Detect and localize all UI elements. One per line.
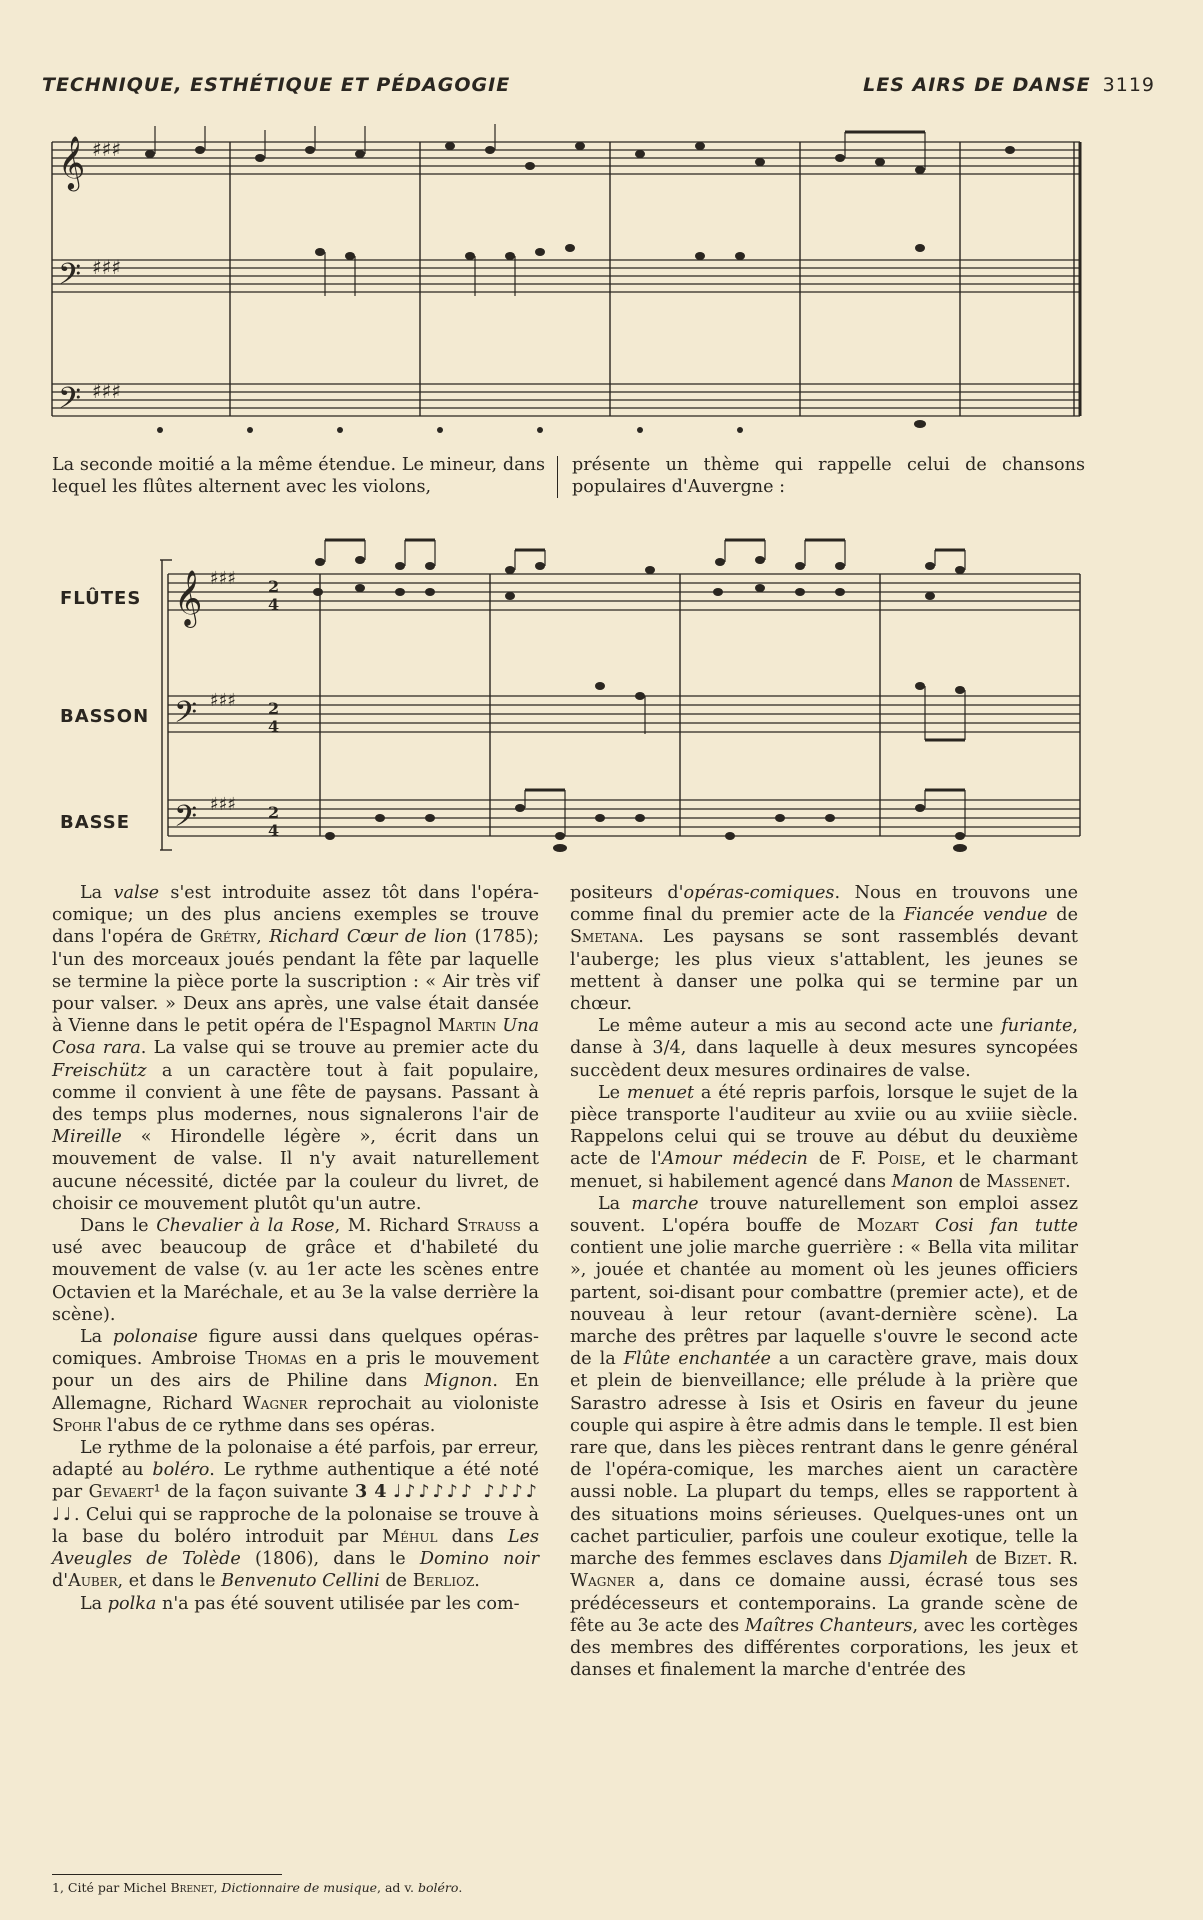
bass-clef-icon: 𝄢 (174, 800, 198, 841)
score-2-flutes-staff (168, 574, 1080, 610)
left-para-5: La polka n'a pas été souvent utilisée par les com- (80, 1593, 520, 1614)
right-para-2: Le même auteur a mis au second acte une furiante, danse à 3/4, dans laquelle à deux mesures syncopées succèdent deux mesures ordinaires de valse. (570, 1016, 1078, 1081)
svg-text:4: 4 (268, 717, 280, 736)
score-1-barlines (52, 142, 1080, 416)
header-left-title: TECHNIQUE, ESTHÉTIQUE ET PÉDAGOGIE (42, 74, 511, 96)
intro-divider (557, 456, 558, 498)
rhythm-notation-icon: ♩♪♪♪♪♪ ♪♪♪♪ ♩♩ (52, 1482, 539, 1525)
intro-left-text: La seconde moitié a la même étendue. Le mineur, dans lequel les flûtes alternent avec les violons, (52, 455, 545, 498)
header-right-title: LES AIRS DE DANSE (863, 74, 1091, 96)
label-flutes: FLÛTES (60, 588, 142, 609)
svg-text:♯♯♯: ♯♯♯ (210, 568, 237, 589)
score-2-clefs (174, 568, 279, 841)
svg-text:♯♯♯: ♯♯♯ (210, 794, 237, 815)
score-1-treble-staff (52, 142, 1080, 174)
right-para-4: La marche trouve naturellement son emploi assez souvent. L'opéra bouffe de Mozart Cosi fan tutte contient une jolie marche guerrière : « Bella vita militar », jouée et chantée au moment où les jeunes officiers partent, soi-disant pour combattre (premier acte), et de nouveau à leur retour (avant-dernière scène). La marche des prêtres par laquelle s'ouvre le second acte de la Flûte enchantée a un caractère grave, mais doux et plein de bienveillance; elle prélude à la prière que Sarastro adresse à Isis et Osiris en faveur du jeune couple qui aspire à être admis dans le temple. Il est bien rare que, dans les pièces rentrant dans le genre général de l'opéra-comique, les marches aient un caractère aussi noble. La plupart du temps, elles se rapportent à des situations moins sérieuses. Quelques-unes ont un cachet particulier, parfois une couleur exotique, telle la marche des femmes esclaves dans Djamileh de Bizet. R. Wagner a, dans ce domaine aussi, écrasé tous ses prédécesseurs et contemporains. La grande scène de fête au 3e acte des Maîtres Chanteurs, avec les cortèges des membres des différentes corporations, les jeux et danses et finalement la marche d'entrée des (570, 1193, 1078, 1681)
score-1-bass-staff (52, 260, 1080, 292)
intro-paragraph-left (52, 454, 545, 498)
right-column (570, 882, 1078, 1681)
footnote: 1, Cité par Michel Brenet, Dictionnaire de musique, ad v. boléro. (52, 1880, 463, 1895)
intro-paragraph-right (572, 454, 1085, 498)
svg-text:2: 2 (268, 577, 280, 596)
bass-clef-icon: 𝄢 (58, 382, 82, 423)
score-2-basse-staff (168, 800, 1080, 836)
score-2-basson-staff (168, 696, 1080, 732)
bass-clef-icon: 𝄢 (174, 696, 198, 737)
right-para-3: Le menuet a été repris parfois, lorsque le sujet de la pièce transporte l'auditeur au xviie ou au xviiie siècle. Rappelons celui qui se trouve au début du deuxième acte de l'Amour médecin de F. Poise, et le charmant menuet, si habilement agencé dans Manon de Massenet. (570, 1082, 1078, 1192)
svg-text:2: 2 (268, 699, 280, 718)
svg-text:♯♯♯: ♯♯♯ (92, 379, 122, 403)
left-column (52, 882, 539, 1615)
score-1-notes (145, 142, 1015, 433)
svg-text:♯♯♯: ♯♯♯ (210, 690, 237, 711)
svg-text:4: 4 (268, 595, 280, 614)
svg-text:2: 2 (268, 803, 280, 822)
score-1-clefs (58, 135, 121, 423)
footnote-rule (52, 1874, 282, 1875)
bass-clef-icon: 𝄢 (58, 258, 82, 299)
rhythm-time-signature: 3 4 (354, 1481, 387, 1503)
score-2-barlines (160, 560, 1080, 850)
svg-text:4: 4 (268, 821, 280, 840)
score-1-low-bass-staff (52, 384, 1080, 416)
page-number: 3119 (1102, 74, 1155, 96)
right-para-1: positeurs d'opéras-comiques. Nous en trouvons une comme final du premier acte de la Fiancée vendue de Smetana. Les paysans se sont rassemblés devant l'auberge; les plus vieux s'attablent, les jeunes se mettent à danser une polka qui se termine par un chœur. (570, 883, 1078, 1015)
svg-text:♯♯♯: ♯♯♯ (92, 255, 122, 279)
left-para-1: La valse s'est introduite assez tôt dans l'opéra-comique; un des plus anciens exemples se trouve dans l'opéra de Grétry, Richard Cœur de lion (1785); l'un des morceaux joués pendant la fête par laquelle se termine la pièce porte la suscription : « Air très vif pour valser. » Deux ans après, une valse était dansée à Vienne dans le petit opéra de l'Espagnol Martin Una Cosa rara. La valse qui se trouve au premier acte du Freischütz a un caractère tout à fait populaire, comme il convient à une fête de paysans. Passant à des temps plus modernes, nous signalerons l'air de Mireille « Hirondelle légère », écrit dans un mouvement de valse. Il n'y avait naturellement aucune nécessité, dictée par la couleur du livret, de choisir ce mouvement plutôt qu'un autre. (52, 883, 540, 1214)
label-basson: BASSON (60, 706, 150, 727)
left-para-4: Le rythme de la polonaise a été parfois, par erreur, adapté au boléro. Le rythme authentique a été noté par Gevaert¹ de la façon suivante 3 4 ♩♪♪♪♪♪ ♪♪♪♪ ♩♩. Celui qui se rapproche de la polonaise se trouve à la base du boléro introduit par Méhul dans Les Aveugles de Tolède (1806), dans le Domino noir d'Auber, et dans le Benvenuto Cellini de Berlioz. (52, 1438, 540, 1592)
treble-clef-icon: 𝄞 (58, 135, 86, 189)
left-para-3: La polonaise figure aussi dans quelques opéras-comiques. Ambroise Thomas en a pris le mouvement pour un des airs de Philine dans Mignon. En Allemagne, Richard Wagner reprochait au violoniste Spohr l'abus de ce rythme dans ses opéras. (52, 1327, 539, 1436)
label-basse: BASSE (60, 812, 131, 833)
treble-clef-icon: 𝄞 (174, 570, 203, 626)
left-para-2: Dans le Chevalier à la Rose, M. Richard Strauss a usé avec beaucoup de grâce et d'habileté du mouvement de valse (v. au 1er acte les scènes entre Octavien et la Maréchale, et au 3e la valse derrière la scène). (52, 1216, 539, 1325)
svg-text:♯♯♯: ♯♯♯ (92, 137, 122, 161)
score-1 (0, 0, 1203, 460)
intro-right-text: présente un thème qui rappelle celui de chansons populaires d'Auvergne : (572, 455, 1085, 498)
score-2-stems (325, 540, 965, 836)
score-2-notes (313, 556, 967, 852)
